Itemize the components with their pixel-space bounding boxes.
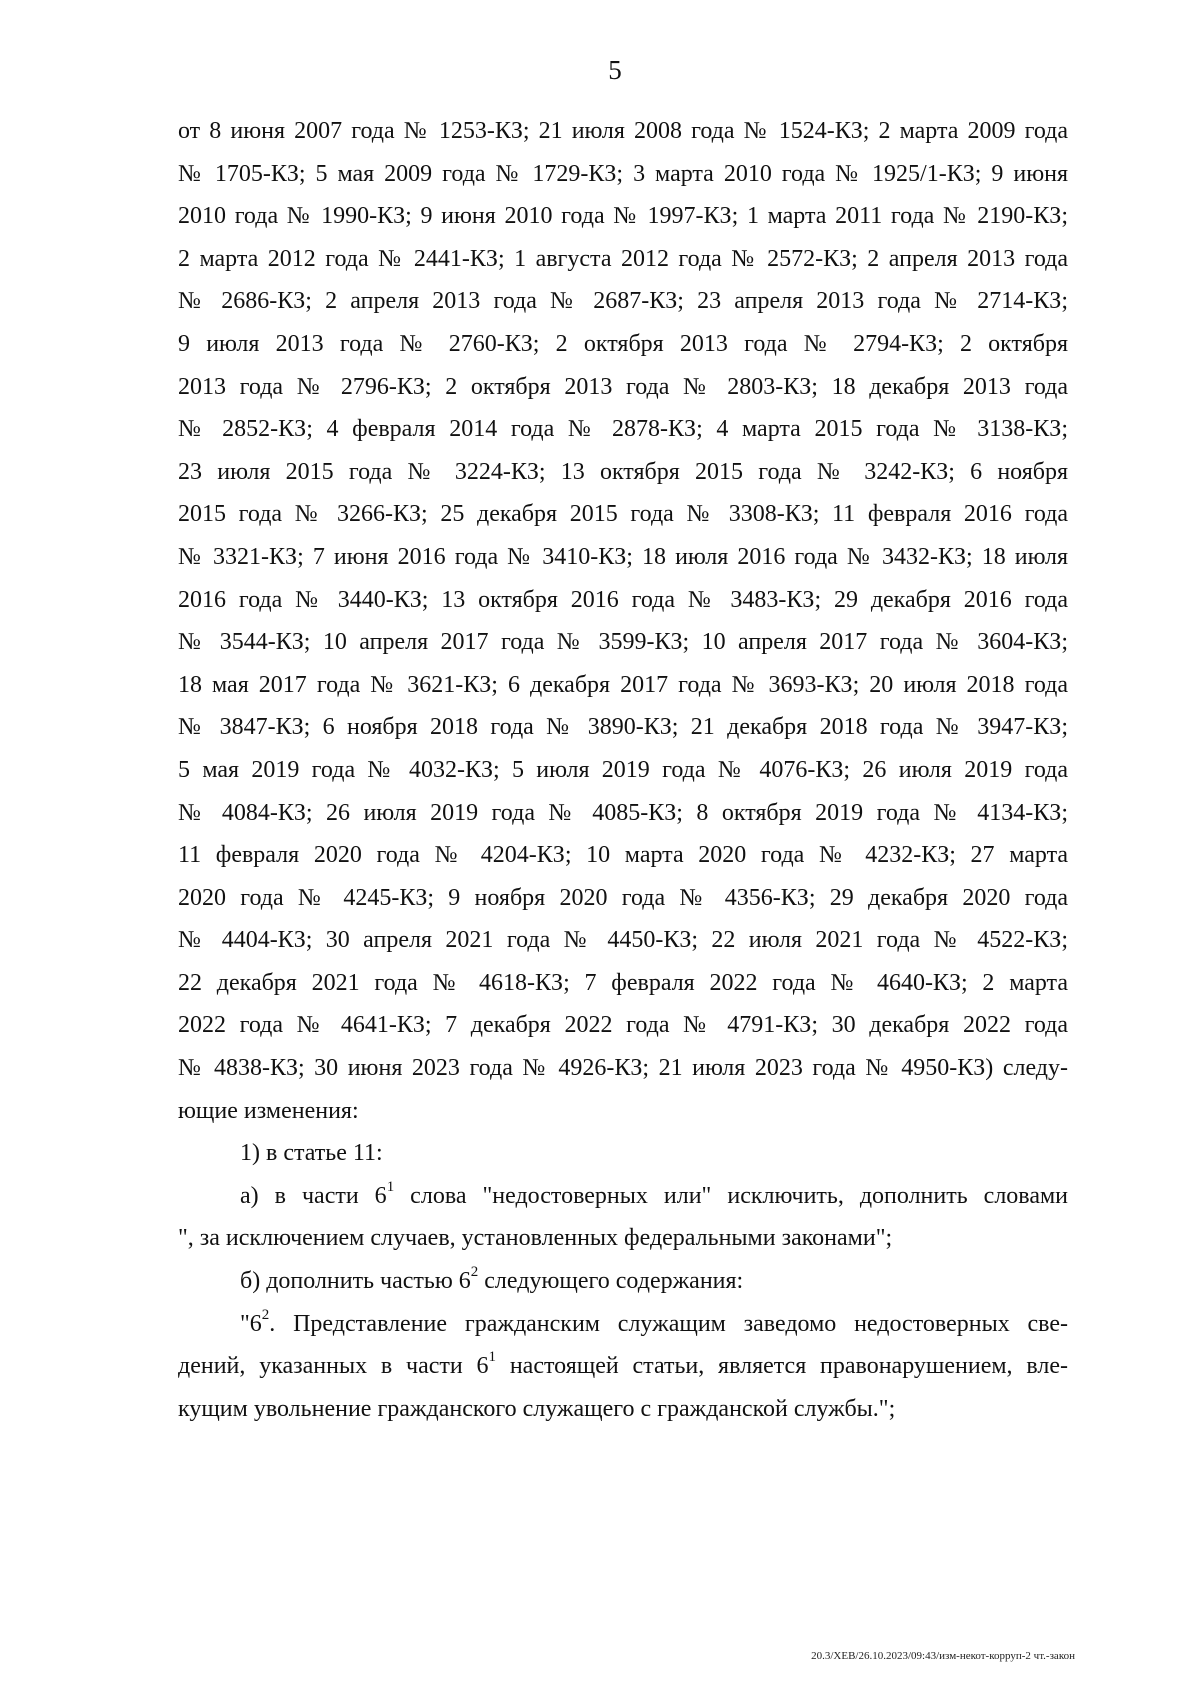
body-line: 2 марта 2012 года № 2441-КЗ; 1 августа 2012 года № 2572-КЗ; 2 апреля 2013 года xyxy=(178,245,1068,272)
item-a-line1 xyxy=(178,1175,1068,1218)
body-line: 18 мая 2017 года № 3621-КЗ; 6 декабря 2017 года № 3693-КЗ; 20 июля 2018 года xyxy=(178,671,1068,698)
body-line: № 4084-КЗ; 26 июля 2019 года № 4085-КЗ; 8 октября 2019 года № 4134-КЗ; xyxy=(178,799,1068,826)
body-line: 9 июля 2013 года № 2760-КЗ; 2 октября 2013 года № 2794-КЗ; 2 октября xyxy=(178,330,1068,357)
item-1-heading: 1) в статье 11: xyxy=(240,1140,383,1167)
body-line: 2010 года № 1990-КЗ; 9 июня 2010 года № 1997-КЗ; 1 марта 2011 года № 2190-КЗ; xyxy=(178,203,1068,230)
document-footer-code: 20.3/ХЕВ/26.10.2023/09:43/изм-некот-корруп-2 чт.-закон xyxy=(811,1650,1075,1662)
item-a-text: а) в части 6 xyxy=(240,1182,387,1209)
superscript: 2 xyxy=(261,1306,270,1323)
body-line: 22 декабря 2021 года № 4618-КЗ; 7 февраля 2022 года № 4640-КЗ; 2 марта xyxy=(178,969,1068,996)
body-line: № 1705-КЗ; 5 мая 2009 года № 1729-КЗ; 3 марта 2010 года № 1925/1-КЗ; 9 июня xyxy=(178,160,1068,187)
superscript: 1 xyxy=(488,1349,497,1366)
body-line: 2020 года № 4245-КЗ; 9 ноября 2020 года № 4356-КЗ; 29 декабря 2020 года xyxy=(178,884,1068,911)
superscript: 2 xyxy=(470,1264,479,1281)
quote-text: "6 xyxy=(240,1310,262,1337)
body-line: № 3321-КЗ; 7 июня 2016 года № 3410-КЗ; 18 июля 2016 года № 3432-КЗ; 18 июля xyxy=(178,543,1068,570)
body-line: от 8 июня 2007 года № 1253-КЗ; 21 июля 2008 года № 1524-КЗ; 2 марта 2009 года xyxy=(178,118,1068,144)
body-line: № 2852-КЗ; 4 февраля 2014 года № 2878-КЗ; 4 марта 2015 года № 3138-КЗ; xyxy=(178,416,1068,443)
body-line: 5 мая 2019 года № 4032-КЗ; 5 июля 2019 года № 4076-КЗ; 26 июля 2019 года xyxy=(178,756,1068,783)
item-b xyxy=(178,1260,1068,1303)
body-line: 11 февраля 2020 года № 4204-КЗ; 10 марта 2020 года № 4232-КЗ; 27 марта xyxy=(178,842,1068,869)
body-line: № 3847-КЗ; 6 ноября 2018 года № 3890-КЗ; 21 декабря 2018 года № 3947-КЗ; xyxy=(178,714,1068,741)
document-body xyxy=(178,110,1068,1430)
quote-text: . Представление гражданским служащим заведомо недостоверных све- xyxy=(269,1310,1068,1337)
body-line: № 3544-КЗ; 10 апреля 2017 года № 3599-КЗ; 10 апреля 2017 года № 3604-КЗ; xyxy=(178,629,1068,656)
page-number: 5 xyxy=(608,55,622,85)
superscript: 1 xyxy=(386,1178,395,1195)
body-line: № 4838-КЗ; 30 июня 2023 года № 4926-КЗ; 21 июля 2023 года № 4950-КЗ) следу- xyxy=(178,1055,1068,1082)
quote-line2 xyxy=(178,1345,1068,1388)
body-line: № 2686-КЗ; 2 апреля 2013 года № 2687-КЗ; 23 апреля 2013 года № 2714-КЗ; xyxy=(178,288,1068,315)
body-line: 2022 года № 4641-КЗ; 7 декабря 2022 года № 4791-КЗ; 30 декабря 2022 года xyxy=(178,1012,1068,1039)
item-a-line2: ", за исключением случаев, установленных федеральными законами"; xyxy=(178,1225,893,1252)
quote-text: дений, указанных в части 6 xyxy=(178,1353,489,1380)
body-line: ющие изменения: xyxy=(178,1097,359,1124)
quote-line3: кущим увольнение гражданского служащего с гражданской службы."; xyxy=(178,1395,896,1422)
body-line: 2016 года № 3440-КЗ; 13 октября 2016 года № 3483-КЗ; 29 декабря 2016 года xyxy=(178,586,1068,613)
quote-line1 xyxy=(178,1303,1068,1346)
body-line: 2013 года № 2796-КЗ; 2 октября 2013 года № 2803-КЗ; 18 декабря 2013 года xyxy=(178,373,1068,400)
item-b-text: следующего содержания: xyxy=(478,1268,744,1295)
quote-text: настоящей статьи, является правонарушением, вле- xyxy=(496,1353,1068,1380)
body-line: 2015 года № 3266-КЗ; 25 декабря 2015 года № 3308-КЗ; 11 февраля 2016 года xyxy=(178,501,1068,528)
item-a-text: слова "недостоверных или" исключить, дополнить словами xyxy=(394,1182,1069,1209)
body-line: 23 июля 2015 года № 3224-КЗ; 13 октября 2015 года № 3242-КЗ; 6 ноября xyxy=(178,458,1068,485)
body-line: № 4404-КЗ; 30 апреля 2021 года № 4450-КЗ; 22 июля 2021 года № 4522-КЗ; xyxy=(178,927,1068,954)
item-b-text: б) дополнить частью 6 xyxy=(240,1268,471,1295)
